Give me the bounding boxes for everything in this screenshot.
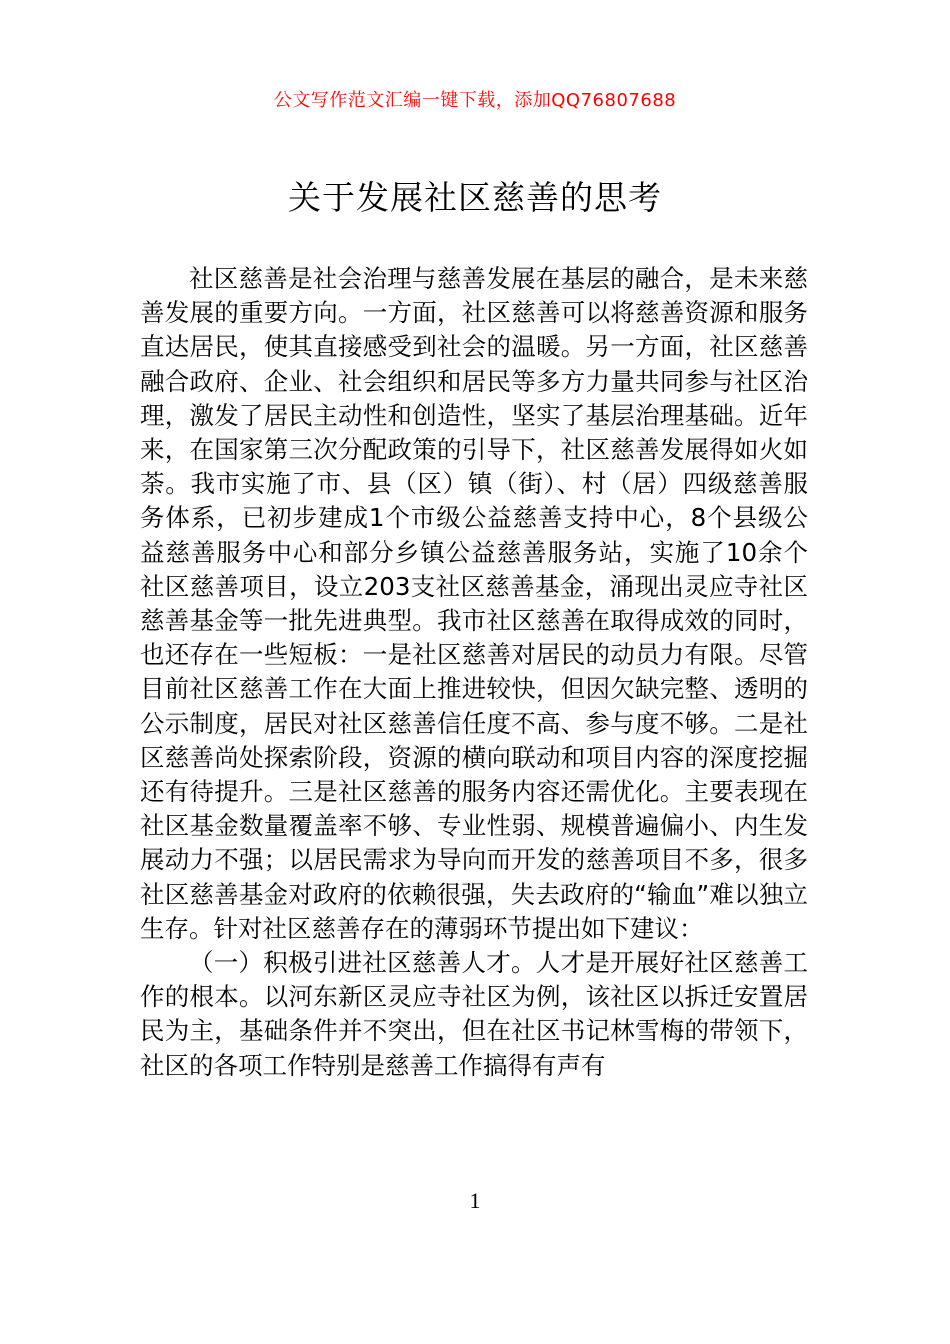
body-paragraph: 社区慈善是社会治理与慈善发展在基层的融合，是未来慈善发展的重要方向。一方面，社区慈善可以将慈善资源和服务直达居民，使其直接感受到社会的温暖。另一方面，社区慈善融合政府、企业、社会组织和居民等多方力量共同参与社区治理，激发了居民主动性和创造性，坚实了基层治理基础。近年来，在国家第三次分配政策的引导下，社区慈善发展得如火如荼。我市实施了市、县（区）镇（街）、村（居）四级慈善服务体系，已初步建成1个市级公益慈善支持中心，8个县级公益慈善服务中心和部分乡镇公益慈善服务站，实施了10余个社区慈善项目，设立203支社区慈善基金，涌现出灵应寺社区慈善基金等一批先进典型。我市社区慈善在取得成效的同时，也还存在一些短板：一是社区慈善对居民的动员力有限。尽管目前社区慈善工作在大面上推进较快，但因欠缺完整、透明的公示制度，居民对社区慈善信任度不高、参与度不够。二是社区慈善尚处探索阶段，资源的横向联动和项目内容的深度挖掘还有待提升。三是社区慈善的服务内容还需优化。主要表现在社区基金数量覆盖率不够、专业性弱、规模普遍偏小、内生发展动力不强；以居民需求为导向而开发的慈善项目不多，很多社区慈善基金对政府的依赖很强，失去政府的“输血”难以独立生存。针对社区慈善存在的薄弱环节提出如下建议： [140,264,808,943]
document-body [140,262,808,1083]
download-banner: 公文写作范文汇编一键下载，添加QQ76807688 [273,90,677,111]
page-number: 1 [469,1188,481,1213]
body-paragraph: （一）积极引进社区慈善人才。人才是开展好社区慈善工作的根本。以河东新区灵应寺社区为例，该社区以拆迁安置居民为主，基础条件并不突出，但在社区书记林雪梅的带领下，社区的各项工作特别是慈善工作搞得有声有 [140,948,808,1080]
document-title: 关于发展社区慈善的思考 [288,178,662,217]
